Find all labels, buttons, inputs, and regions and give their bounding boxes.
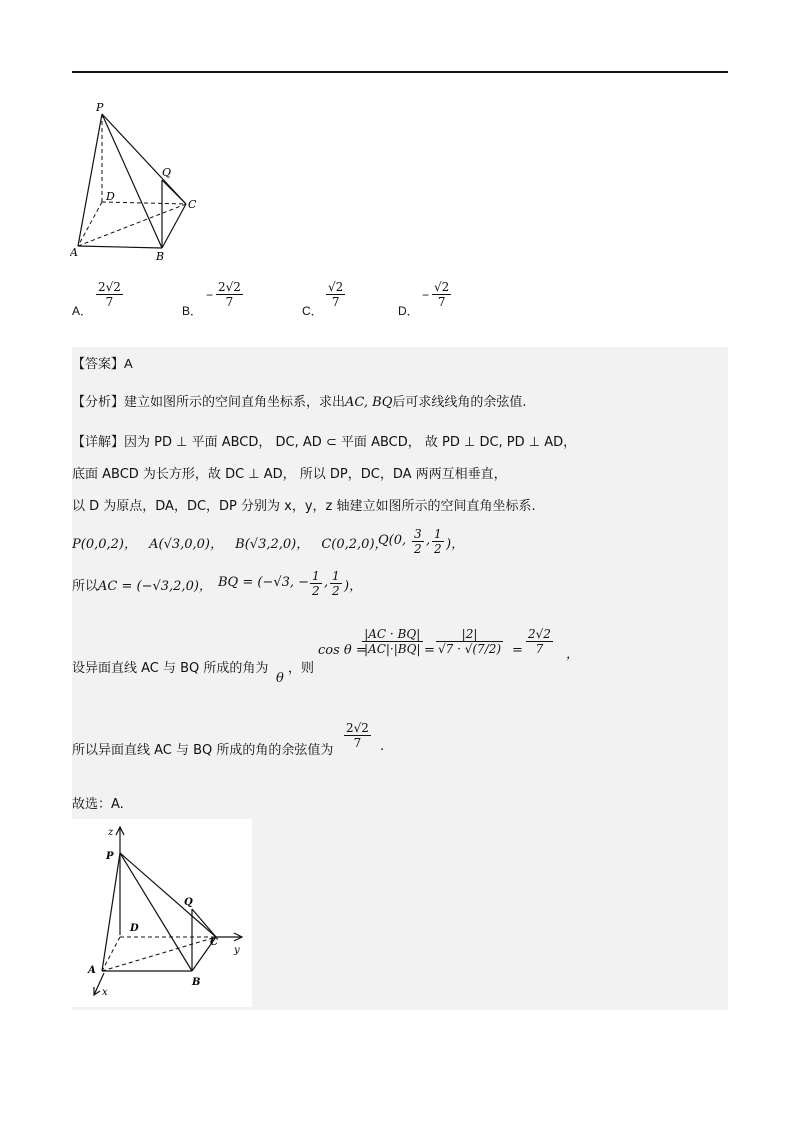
answer-options	[72, 280, 672, 324]
label-Q: Q	[162, 166, 172, 179]
cos-value-fraction: $\frac{|2|}{√7 \cdot √(7/2)}$	[438, 627, 502, 656]
edge-QC	[162, 180, 186, 204]
edge-AC	[102, 937, 216, 971]
label-B: B	[156, 250, 165, 263]
coord-P: P(0,0,2)，	[72, 537, 137, 552]
detail-tag: 【详解】	[72, 435, 125, 450]
coord-C: C(0,2,0)，	[321, 537, 388, 552]
cos-fraction: $\frac{|AC \cdot BQ|}{|AC|\cdot|BQ|}$	[364, 627, 421, 656]
label-P: P	[96, 101, 104, 114]
label-D: D	[130, 923, 139, 934]
conclusion-fraction: $\frac{2√2}{7}$	[346, 721, 369, 750]
label-D: D	[106, 190, 115, 203]
analysis-line: 【分析】建立如图所示的空间直角坐标系，求出AC, BQ后可求线线角的余弦值.	[72, 395, 527, 410]
theta-symbol: θ	[276, 671, 284, 686]
option-fraction: $\frac{2√2}{7}$	[98, 280, 121, 309]
detail-line-1: 【详解】因为 PD ⊥ 平面 ABCD， DC, AD ⊂ 平面 ABCD， 故 PD ⊥ DC, PD ⊥ AD，	[72, 435, 577, 450]
analysis-vectors: AC, BQ	[345, 395, 393, 410]
label-Q: Q	[184, 897, 193, 908]
option-fraction: $\frac{√2}{7}$	[434, 280, 450, 309]
coordinates-line	[72, 533, 388, 552]
angle-line: 设异面直线 AC 与 BQ 所成的角为	[72, 661, 269, 676]
option-letter: D．	[398, 304, 419, 318]
choice-line: 故选：A.	[72, 797, 124, 812]
edge-PB	[120, 853, 192, 971]
label-C: C	[188, 198, 197, 211]
label-x: x	[102, 987, 108, 998]
option-sign: −	[422, 288, 430, 302]
edge-QC	[192, 909, 216, 937]
cos-result-fraction: $\frac{2√2}{7}$	[528, 627, 551, 656]
edge-BC	[162, 204, 186, 248]
vector-AC: AC = (−√3,2,0)，	[98, 579, 212, 594]
coordinate-figure	[72, 819, 252, 1007]
label-y: y	[234, 945, 240, 956]
label-P: P	[106, 851, 114, 862]
edge-PA	[78, 114, 102, 246]
pyramid-figure	[70, 100, 200, 268]
analysis-tag: 【分析】	[72, 395, 125, 410]
solution-panel: 【答案】A 【分析】建立如图所示的空间直角坐标系，求出AC, BQ后可求线线角的余弦值. 【详解】因为 PD ⊥ 平面 ABCD， DC, AD ⊂ 平面 ABCD， 故 PD ⊥ DC, PD ⊥ AD， 底面 ABCD 为长方形，故 DC ⊥ AD， 所以 DP，DC，DA 两两互相垂直， 以 D 为原点，DA，DC，DP 分别为 x，y，z 轴建立如图所示的空间直角坐标系. P(0,0,2)， A(√3,0,0)， B(√3,2,0)， C(0,2,0)， Q(0, $\frac{3}{2}$ , $\frac{1}{2}$ )， 所以AC = (−√3,2,0)， BQ = (−√3, − $\frac{1}{2}$ , $\frac{1}{2}$ )， 设异面直线 AC 与 BQ 所成的角为 θ ，则 cos θ = $\frac{|AC \cdot BQ|}{|AC|\cdot|BQ|}$ = $\frac{|2|}{√7 \cdot √(7/2)}$ = $\frac{2√2}{7}$ ， 所以异面直线 AC 与 BQ 所成的角的余弦值为 $\frac{2√2}{7}$ . 故选：A. z P Q D C y A B x	[72, 347, 728, 1010]
option-fraction: $\frac{√2}{7}$	[328, 280, 344, 309]
label-A: A	[88, 965, 96, 976]
label-C: C	[210, 937, 218, 948]
option-letter: A．	[72, 304, 93, 318]
option-letter: C．	[302, 304, 323, 318]
answer-tag: 【答案】	[72, 357, 125, 372]
vectors-line: 所以AC = (−√3,2,0)，	[72, 579, 212, 594]
header-rule	[72, 71, 728, 73]
cos-formula: cos θ = $\frac{|AC \cdot BQ|}{|AC|\cdot|BQ|}$ = $\frac{|2|}{√7 \cdot √(7/2)}$ = $\frac{2√2}{7}$ ，	[318, 627, 580, 662]
edge-PB	[102, 114, 162, 248]
label-B: B	[192, 977, 201, 988]
answer-line	[72, 353, 133, 372]
detail-line-2: 底面 ABCD 为长方形，故 DC ⊥ AD， 所以 DP，DC，DA 两两互相垂直，	[72, 467, 507, 482]
edge-AB	[78, 246, 162, 248]
answer-value: A	[124, 356, 133, 371]
detail-line-3: 以 D 为原点，DA，DC，DP 分别为 x，y，z 轴建立如图所示的空间直角坐标系.	[72, 499, 536, 514]
edge-AC	[78, 204, 186, 246]
label-A: A	[70, 246, 78, 259]
option-letter: B．	[182, 304, 203, 318]
coord-A: A(√3,0,0)，	[149, 537, 224, 552]
coord-B: B(√3,2,0)，	[235, 537, 310, 552]
option-sign: −	[206, 288, 214, 302]
edge-PA	[102, 853, 120, 971]
conclusion-line: 所以异面直线 AC 与 BQ 所成的角的余弦值为	[72, 743, 334, 758]
label-z: z	[108, 827, 114, 838]
option-fraction: $\frac{2√2}{7}$	[218, 280, 241, 309]
